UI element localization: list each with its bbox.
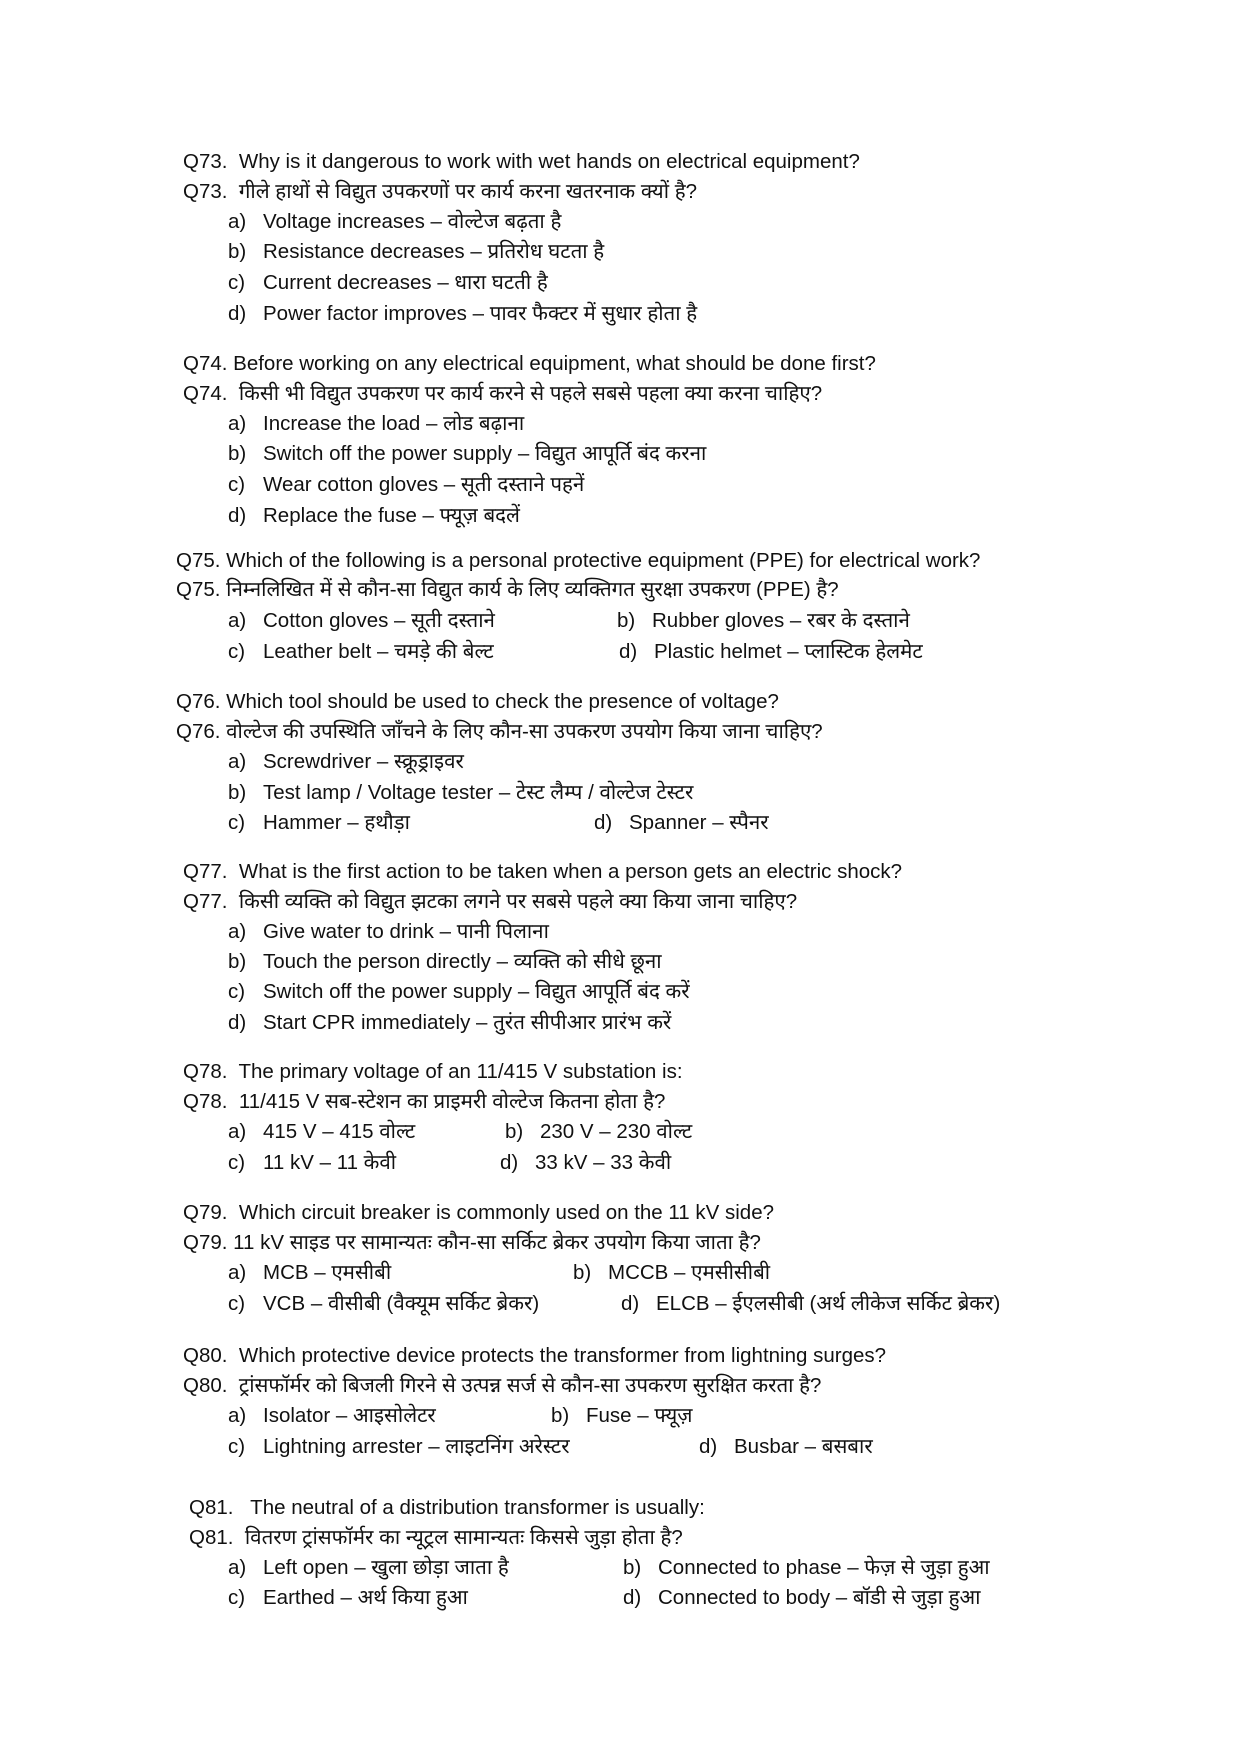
q77-option-a: a) Give water to drink – पानी पिलाना: [228, 920, 549, 943]
q73-option-b: b) Resistance decreases – प्रतिरोध घटता है: [228, 240, 605, 263]
q74-hindi: Q74. किसी भी विद्युत उपकरण पर कार्य करने से पहले सबसे पहला क्या करना चाहिए?: [183, 382, 823, 405]
q80-hindi: Q80. ट्रांसफॉर्मर को बिजली गिरने से उत्पन्न सर्ज से कौन-सा उपकरण सुरक्षित करता है?: [183, 1374, 822, 1397]
q78-english: Q78. The primary voltage of an 11/415 V substation is:: [183, 1060, 683, 1083]
q80-option-d: d) Busbar – बसबार: [699, 1435, 873, 1458]
q73-option-d: d) Power factor improves – पावर फैक्टर में सुधार होता है: [228, 302, 698, 325]
q79-english: Q79. Which circuit breaker is commonly used on the 11 kV side?: [183, 1201, 774, 1224]
q78-option-a: a) 415 V – 415 वोल्ट: [228, 1120, 416, 1143]
q79-option-a: a) MCB – एमसीबी: [228, 1261, 392, 1284]
q75-option-c: c) Leather belt – चमड़े की बेल्ट: [228, 640, 494, 663]
q79-option-c: c) VCB – वीसीबी (वैक्यूम सर्किट ब्रेकर): [228, 1292, 540, 1315]
q73-english: Q73. Why is it dangerous to work with wet hands on electrical equipment?: [183, 150, 860, 173]
q74-option-a: a) Increase the load – लोड बढ़ाना: [228, 412, 525, 435]
q75-option-b: b) Rubber gloves – रबर के दस्ताने: [617, 609, 910, 632]
q75-hindi: Q75. निम्नलिखित में से कौन-सा विद्युत कार्य के लिए व्यक्तिगत सुरक्षा उपकरण (PPE) है?: [176, 578, 839, 601]
q81-option-b: b) Connected to phase – फेज़ से जुड़ा हुआ: [623, 1556, 990, 1579]
q79-option-d: d) ELCB – ईएलसीबी (अर्थ लीकेज सर्किट ब्रेकर): [621, 1292, 1001, 1315]
q75-option-d: d) Plastic helmet – प्लास्टिक हेलमेट: [619, 640, 923, 663]
q75-english: Q75. Which of the following is a personal protective equipment (PPE) for electrical work?: [176, 549, 981, 572]
q81-option-c: c) Earthed – अर्थ किया हुआ: [228, 1586, 468, 1609]
q74-english: Q74. Before working on any electrical equipment, what should be done first?: [183, 352, 876, 375]
q80-option-c: c) Lightning arrester – लाइटनिंग अरेस्टर: [228, 1435, 570, 1458]
q79-hindi: Q79. 11 kV साइड पर सामान्यतः कौन-सा सर्किट ब्रेकर उपयोग किया जाता है?: [183, 1231, 761, 1254]
q81-english: Q81. The neutral of a distribution transformer is usually:: [189, 1496, 705, 1519]
q74-option-c: c) Wear cotton gloves – सूती दस्ताने पहनें: [228, 473, 585, 496]
q77-option-b: b) Touch the person directly – व्यक्ति को सीधे छूना: [228, 950, 662, 973]
q77-option-d: d) Start CPR immediately – तुरंत सीपीआर प्रारंभ करें: [228, 1011, 672, 1034]
q76-english: Q76. Which tool should be used to check the presence of voltage?: [176, 690, 779, 713]
q76-option-d: d) Spanner – स्पैनर: [594, 811, 769, 834]
q80-option-a: a) Isolator – आइसोलेटर: [228, 1404, 436, 1427]
q73-option-a: a) Voltage increases – वोल्टेज बढ़ता है: [228, 210, 562, 233]
q74-option-b: b) Switch off the power supply – विद्युत आपूर्ति बंद करना: [228, 442, 707, 465]
q75-option-a: a) Cotton gloves – सूती दस्ताने: [228, 609, 495, 632]
q76-option-c: c) Hammer – हथौड़ा: [228, 811, 410, 834]
q78-option-d: d) 33 kV – 33 केवी: [500, 1151, 672, 1174]
q81-option-a: a) Left open – खुला छोड़ा जाता है: [228, 1556, 509, 1579]
q73-hindi: Q73. गीले हाथों से विद्युत उपकरणों पर कार्य करना खतरनाक क्यों है?: [183, 180, 697, 203]
q77-option-c: c) Switch off the power supply – विद्युत आपूर्ति बंद करें: [228, 980, 690, 1003]
q78-option-c: c) 11 kV – 11 केवी: [228, 1151, 397, 1174]
q81-hindi: Q81. वितरण ट्रांसफॉर्मर का न्यूट्रल सामान्यतः किससे जुड़ा होता है?: [189, 1526, 683, 1549]
q76-option-b: b) Test lamp / Voltage tester – टेस्ट लैम्प / वोल्टेज टेस्टर: [228, 781, 694, 804]
q80-english: Q80. Which protective device protects the transformer from lightning surges?: [183, 1344, 887, 1367]
q76-option-a: a) Screwdriver – स्क्रूड्राइवर: [228, 750, 464, 773]
q77-english: Q77. What is the first action to be taken when a person gets an electric shock?: [183, 860, 903, 883]
q81-option-d: d) Connected to body – बॉडी से जुड़ा हुआ: [623, 1586, 981, 1609]
q76-hindi: Q76. वोल्टेज की उपस्थिति जाँचने के लिए कौन-सा उपकरण उपयोग किया जाना चाहिए?: [176, 720, 823, 743]
q80-option-b: b) Fuse – फ्यूज़: [551, 1404, 693, 1427]
q79-option-b: b) MCCB – एमसीसीबी: [573, 1261, 771, 1284]
q78-option-b: b) 230 V – 230 वोल्ट: [505, 1120, 693, 1143]
q73-option-c: c) Current decreases – धारा घटती है: [228, 271, 548, 294]
q74-option-d: d) Replace the fuse – फ्यूज़ बदलें: [228, 504, 520, 527]
q77-hindi: Q77. किसी व्यक्ति को विद्युत झटका लगने पर सबसे पहले क्या किया जाना चाहिए?: [183, 890, 798, 913]
q78-hindi: Q78. 11/415 V सब-स्टेशन का प्राइमरी वोल्टेज कितना होता है?: [183, 1090, 666, 1113]
